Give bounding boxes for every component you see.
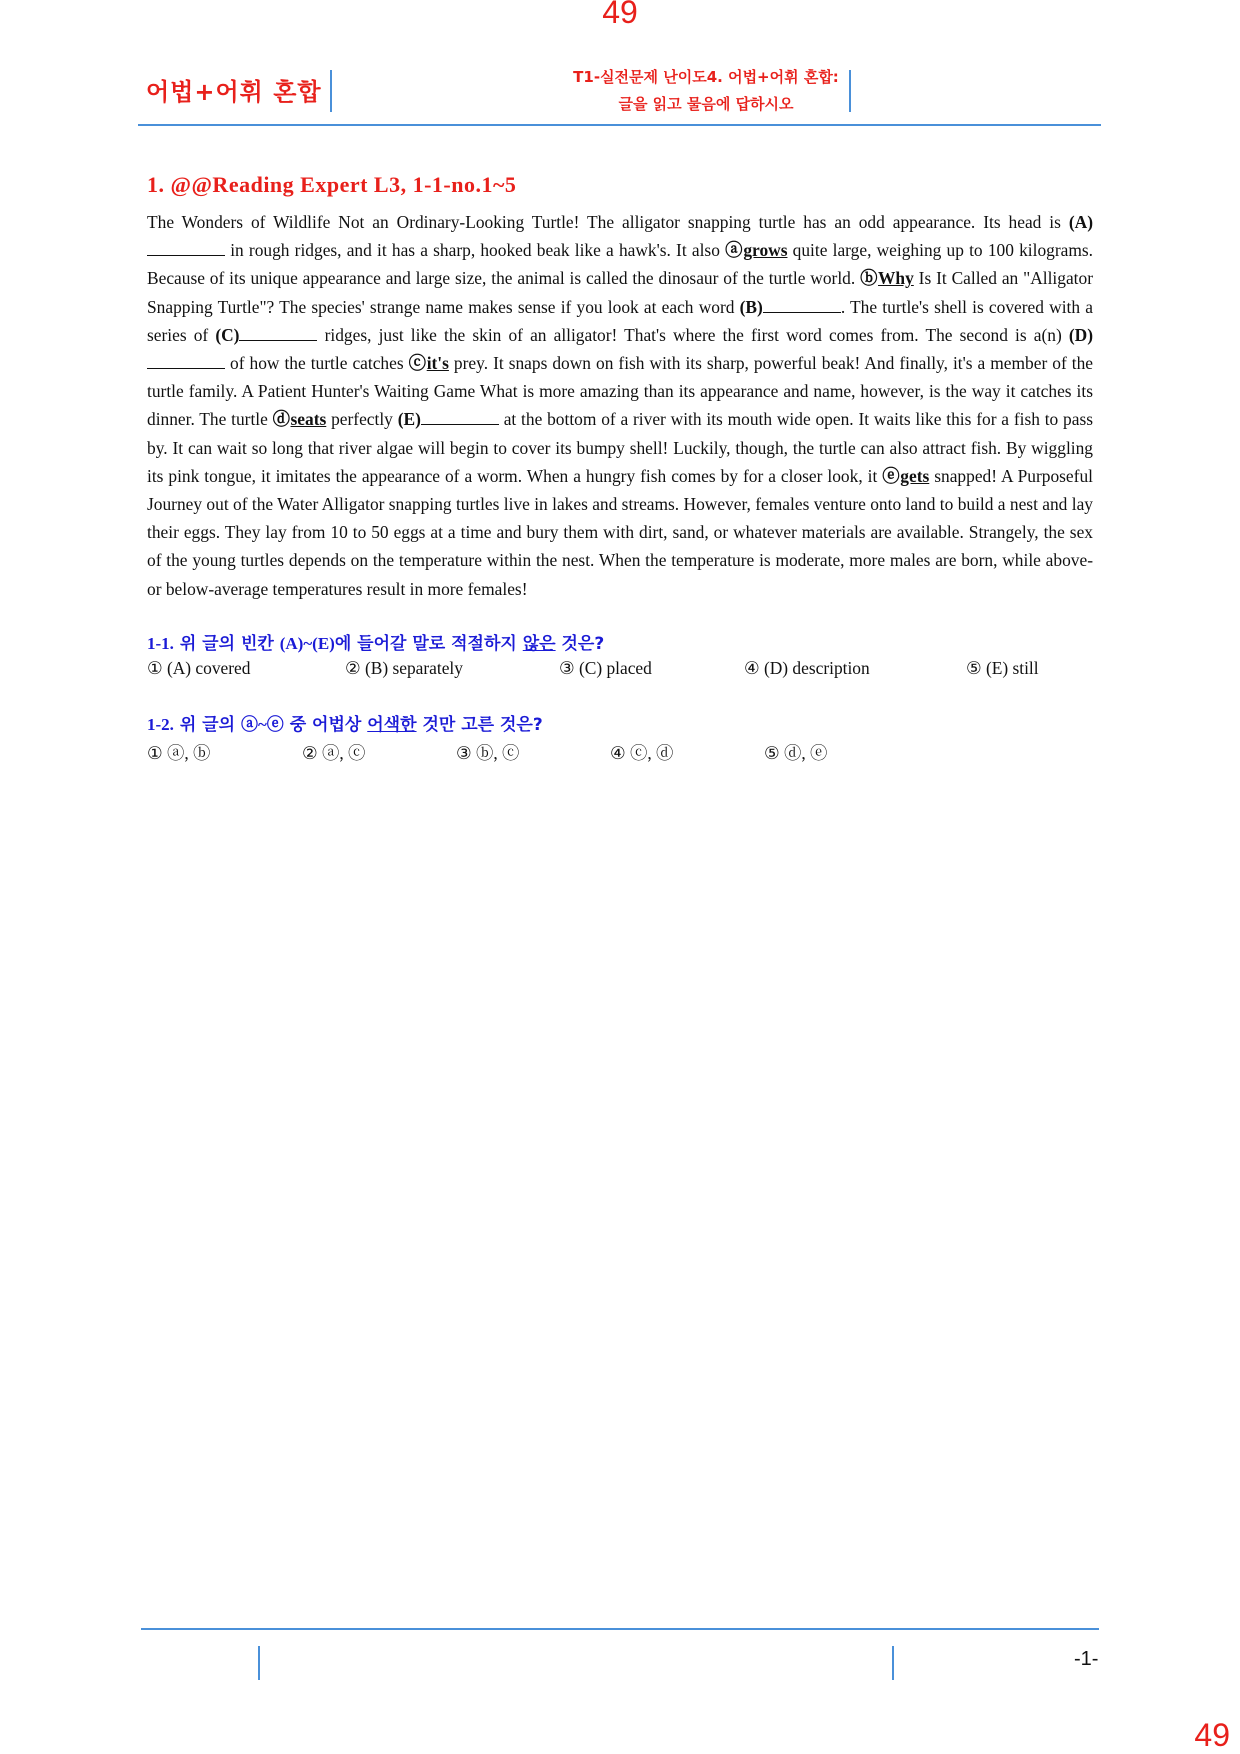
- passage-text: . The turtle's shell is covered with a series of: [147, 296, 1093, 345]
- blank-c: [239, 324, 317, 341]
- passage-text: The Wonders of Wildlife Not an Ordinary-Looking Turtle! The alligator snapping turtle has an odd appearance. Its head is: [147, 212, 1069, 232]
- reading-passage: [147, 208, 1093, 603]
- footer-page-label: -1-: [1074, 1648, 1099, 1670]
- blank-label-b: (B): [739, 296, 763, 317]
- underlined-word-d: seats: [290, 409, 327, 430]
- passage-text: in rough ridges, and it has a sharp, hooked beak like a hawk's. It also: [225, 240, 726, 261]
- page-number-bottom: 49: [1194, 1717, 1230, 1753]
- page-header: [138, 62, 1101, 126]
- answer-option-1[interactable]: ① (A) covered: [147, 657, 251, 678]
- footer-rule: [141, 1628, 1099, 1630]
- underlined-word-c: it's: [426, 353, 449, 374]
- underlined-word-a: grows: [743, 240, 788, 261]
- sub-question-1-emphasis: 않은: [522, 633, 556, 654]
- blank-label-c: (C): [215, 324, 240, 345]
- passage-text: of how the turtle catches: [225, 353, 409, 374]
- sub-question-2-range: ⓐ~ⓔ: [240, 714, 284, 734]
- sub-question-1-number: 1-1.: [147, 633, 174, 653]
- sub-question-1-text: 위 글의 빈칸: [173, 633, 280, 654]
- question-title: 1. @@Reading Expert L3, 1-1-no.1~5: [147, 172, 517, 197]
- sub-question-2-text: 중 어법상: [283, 714, 368, 735]
- sub-question-2-heading: [147, 710, 1093, 735]
- header-title: 어법+어휘 혼합: [146, 78, 322, 106]
- passage-text: quite large, weighing up to 100 kilograms. Because of its unique appearance and large size, the animal is called the dinosaur of the turtle world.: [147, 240, 1094, 289]
- blank-label-d: (D): [1068, 324, 1094, 345]
- blank-b: [763, 296, 841, 313]
- mark-e: ⓔ: [882, 465, 901, 486]
- answer-option-5[interactable]: ⑤ ⓓ, ⓔ: [764, 742, 828, 763]
- header-subtitle: [456, 64, 956, 118]
- sub-question-1-text: 것은?: [555, 633, 605, 654]
- answer-option-4[interactable]: ④ ⓒ, ⓓ: [610, 742, 674, 763]
- sub-question-2-emphasis: 어색한: [367, 714, 417, 735]
- mark-b: ⓑ: [860, 268, 879, 289]
- mark-a: ⓐ: [725, 240, 744, 261]
- answer-option-3[interactable]: ③ (C) placed: [559, 657, 652, 678]
- sub-question-2-text: 것만 고른 것은?: [416, 714, 543, 735]
- header-subtitle-line1: T1-실전문제 난이도4. 어법+어휘 혼합:: [573, 68, 839, 86]
- blank-label-e: (E): [397, 409, 421, 430]
- answer-option-2[interactable]: ② ⓐ, ⓒ: [302, 742, 366, 763]
- header-divider-left: [330, 70, 332, 112]
- answer-option-5[interactable]: ⑤ (E) still: [966, 657, 1039, 678]
- blank-e: [421, 408, 499, 425]
- blank-label-a: (A): [1068, 212, 1093, 232]
- passage-text: prey. It snaps down on fish with its sharp, powerful beak! And finally, it's a member of the turtle family. A Patient Hunter's Waiting Game What is more amazing than its appearance and name, however, is the way it catches its dinner. The turtle: [147, 353, 1093, 430]
- answer-option-2[interactable]: ② (B) separately: [345, 657, 463, 678]
- passage-text: Is It Called an "Alligator Snapping Turtle"? The species' strange name makes sense if you look at each word: [147, 268, 1093, 317]
- passage-text: snapped! A Purposeful Journey out of the Water Alligator snapping turtles live in lakes and streams. However, females venture onto land to build a nest and lay their eggs. They lay from 10 to 50 eggs at a time and bury them with dirt, sand, or whatever materials are available. Strangely, the sex of the young turtles depends on the temperature within the nest. When the temperature is moderate, more males are born, while above- or below-average temperatures result in more females!: [147, 465, 1093, 599]
- answer-option-1[interactable]: ① ⓐ, ⓑ: [147, 742, 211, 763]
- blank-d: [147, 352, 225, 369]
- sub-question-2-number: 1-2.: [147, 714, 174, 734]
- underlined-word-e: gets: [900, 465, 930, 486]
- passage-text: perfectly: [326, 409, 398, 430]
- passage-text: ridges, just like the skin of an alligator! That's where the first word comes from. The second is a(n): [317, 324, 1069, 345]
- mark-c: ⓒ: [408, 353, 427, 374]
- header-subtitle-line2: 글을 읽고 물음에 답하시오: [618, 95, 794, 113]
- page-number-top: 49: [602, 0, 638, 30]
- passage-text: at the bottom of a river with its mouth wide open. It waits like this for a fish to pass by. It can wait so long that river algae will begin to cover its bumpy shell! Luckily, though, the turtle can also attract fish. By wiggling its pink tongue, it imitates the appearance of a worm. When a hungry fish comes by for a closer look, it: [147, 409, 1094, 486]
- sub-question-2-text: 위 글의: [173, 714, 241, 735]
- answer-option-3[interactable]: ③ ⓑ, ⓒ: [456, 742, 520, 763]
- sub-question-1-options: [147, 658, 1093, 686]
- blank-a: [147, 239, 225, 256]
- answer-option-4[interactable]: ④ (D) description: [744, 657, 870, 678]
- footer-divider-right: [892, 1646, 894, 1680]
- sub-question-1-heading: [147, 629, 1093, 654]
- question-content: [147, 172, 1093, 767]
- underlined-word-b: Why: [878, 268, 914, 289]
- mark-d: ⓓ: [272, 409, 291, 430]
- header-divider-right: [849, 70, 851, 112]
- footer-divider-left: [258, 1646, 260, 1680]
- sub-question-1-range: (A)~(E): [279, 633, 335, 653]
- sub-question-1-text: 에 들어갈 말로 적절하지: [334, 633, 523, 654]
- sub-question-2-options: [147, 739, 1093, 767]
